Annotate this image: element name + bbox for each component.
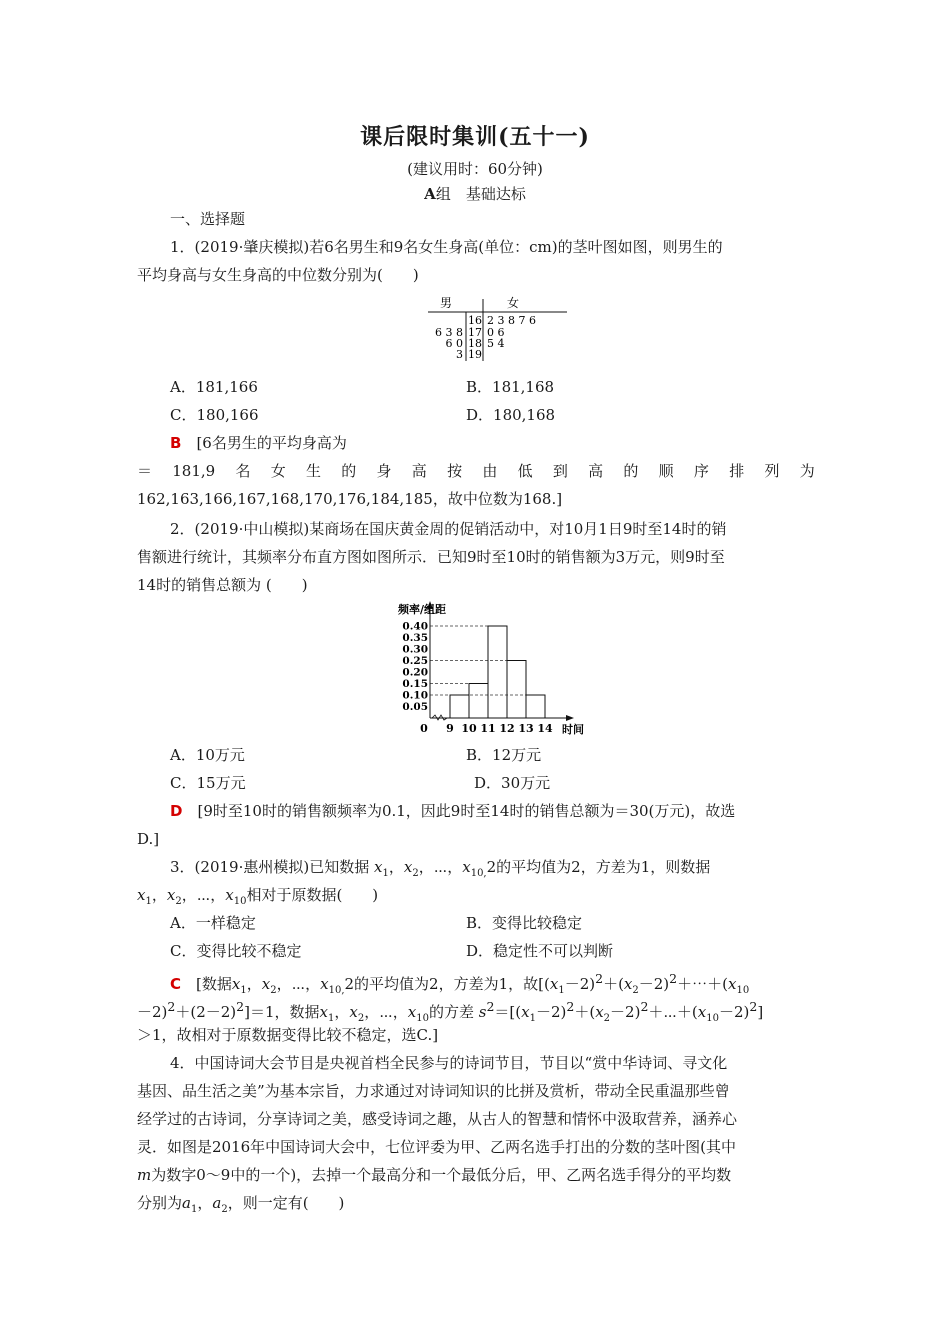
subscript: 2 [603, 1013, 611, 1024]
q3-exp-text: ＋(2－2) [175, 1003, 237, 1021]
section-heading: 一、选择题 [170, 210, 246, 228]
page-title: 课后限时集训(五十一) [360, 124, 590, 150]
stem-leaf-left-header: 男 [440, 296, 453, 310]
q3-option-d: D．稳定性不可以判断 [466, 942, 614, 960]
y-tick-label: 0.40 [402, 620, 428, 633]
q4-text: ，则一定有( ) [227, 1194, 345, 1212]
ellipsis: ⋯ [433, 858, 448, 876]
subscript: 10 [416, 1013, 429, 1024]
stem-leaf-row-19 [456, 348, 482, 361]
q3-exp-text: －2) [137, 1003, 168, 1021]
exp-token: 排 [729, 462, 745, 480]
var-x: x [595, 1003, 604, 1021]
q3-exp-text: －2) [535, 1003, 567, 1021]
x-tick-label: 13 [518, 722, 534, 735]
q2-option-d: D．30万元 [474, 774, 551, 792]
superscript: 2 [640, 999, 649, 1014]
var-a: a [182, 1194, 191, 1212]
x-tick-label: 10 [461, 722, 477, 735]
var-x: x [407, 1003, 417, 1021]
q3-text: 3．(2019·惠州模拟)已知数据 [170, 858, 370, 876]
exp-token: 到 [552, 462, 568, 480]
var-x: x [137, 886, 146, 904]
q3-exp-text: －2) [610, 1003, 641, 1021]
y-tick-label: 0.30 [402, 643, 428, 656]
exp-token: 列 [764, 462, 780, 480]
subscript: 2 [412, 868, 419, 879]
q3-exp-text: ]＝1，数据 [244, 1003, 320, 1021]
q3-exp-text: ＋( [603, 975, 624, 993]
q2-option-b: B．12万元 [466, 746, 542, 764]
exp-token: 序 [693, 462, 709, 480]
stem-leaf-stem: 17 [468, 326, 482, 339]
separator: ， [388, 858, 404, 876]
stem-leaf-plot [412, 294, 572, 364]
subscript: 2 [632, 985, 639, 996]
q3-exp-text: 2的平均值为2，方差为1，故[( [344, 975, 550, 993]
superscript: 2 [236, 999, 245, 1014]
exp-token: 生 [306, 462, 322, 480]
stem-leaf-right-leaves: 0 6 [487, 326, 505, 339]
var-x: x [623, 975, 633, 993]
subscript: 10 [706, 1013, 719, 1024]
q4-line-3: 经学过的古诗词，分享诗词之美，感受诗词之趣，从古人的智慧和情怀中汲取营养，涵养心 [137, 1110, 738, 1128]
q3-exp-text: ＋⋯＋( [677, 975, 728, 993]
separator: ， [334, 1003, 350, 1021]
subscript: 1 [145, 896, 152, 907]
q3-exp-text: －2) [564, 975, 596, 993]
q1-line-1: 1．(2019·肇庆模拟)若6名男生和9名女生身高(单位：cm)的茎叶图如图，则男生的 [170, 238, 723, 256]
subscript: 1 [529, 1013, 536, 1024]
q3-option-c: C．变得比较不稳定 [170, 942, 302, 960]
group-heading [0, 183, 950, 204]
subscript: 1 [382, 868, 389, 879]
stem-leaf-left-leaves: 3 [456, 348, 463, 361]
subscript: 2 [357, 1013, 365, 1024]
q2-explanation-text: [9时至10时的销售额频率为0.1，因此9时至14时的销售总额为＝30(万元)，故选 [197, 802, 736, 820]
var-x: x [349, 1003, 358, 1021]
separator: ， [210, 886, 226, 904]
q3-option-b: B．变得比较稳定 [466, 914, 583, 932]
exp-token: 由 [482, 462, 498, 480]
exp-token: 按 [447, 462, 463, 480]
var-s: s [478, 1003, 487, 1021]
exp-token: 181,9 [172, 462, 216, 480]
q1-explanation-line-2 [137, 460, 815, 482]
y-tick-label: 0.10 [402, 689, 428, 702]
separator: ， [418, 858, 434, 876]
exp-token: 的 [341, 462, 357, 480]
frequency-histogram [380, 600, 600, 740]
q1-option-a: A．181,166 [170, 378, 258, 396]
histogram-bar [469, 684, 488, 719]
q4-line-2: 基因、品生活之美”为基本宗旨，力求通过对诗词知识的比拼及赏析，带动全民重温那些曾 [137, 1082, 730, 1100]
origin-label: 0 [420, 722, 428, 735]
stem-leaf-left-leaves: 6 3 8 [435, 326, 463, 339]
histogram-bar [450, 695, 469, 718]
var-x: x [231, 975, 241, 993]
q2-line-2: 售额进行统计，其频率分布直方图如图所示．已知9时至10时的销售额为3万元，则9时至 [137, 548, 725, 566]
y-tick-label: 0.20 [402, 666, 428, 679]
stem-leaf-right-leaves: 5 4 [487, 337, 505, 350]
var-x: x [549, 975, 559, 993]
separator: ， [305, 975, 321, 993]
subscript: 2 [270, 985, 277, 996]
q1-option-c: C．180,166 [170, 406, 259, 424]
q3-explanation-line-3: ＞1，故相对于原数据变得比较不稳定，选C.] [137, 1026, 439, 1044]
q2-option-a: A．10万元 [170, 746, 245, 764]
q2-line-3: 14时的销售总额为 ( ) [137, 576, 308, 594]
q2-option-c: C．15万元 [170, 774, 246, 792]
group-label: 组 基础达标 [435, 185, 526, 203]
subscript: 10 [736, 985, 750, 996]
separator: ， [246, 975, 262, 993]
var-x: x [319, 1003, 328, 1021]
superscript: 2 [566, 999, 575, 1014]
q3-exp-text: ＋( [574, 1003, 596, 1021]
q1-explanation-text: [6名男生的平均身高为 [196, 434, 347, 452]
var-x: x [373, 858, 383, 876]
ellipsis: ⋯ [196, 886, 211, 904]
q1-explanation-line-1 [170, 432, 848, 454]
x-tick-label: 9 [446, 722, 454, 735]
separator: ， [181, 886, 197, 904]
exp-token: 高 [411, 462, 427, 480]
q4-line-1: 4．中国诗词大会节目是央视首档全民参与的诗词节目，节目以“赏中华诗词、寻文化 [170, 1054, 728, 1072]
y-tick-label: 0.25 [402, 655, 428, 667]
exp-token: 为 [799, 462, 815, 480]
exp-token: 身 [376, 462, 392, 480]
q2-answer-letter: D [170, 802, 183, 820]
q3-exp-text: ＋⋯＋( [648, 1003, 698, 1021]
separator: ， [392, 1003, 408, 1021]
q3-line-2 [137, 884, 815, 913]
superscript: 2 [595, 971, 604, 986]
q4-text: 为数字0～9中的一个)，去掉一个最高分和一个最低分后，甲、乙两名选手得分的平均数 [151, 1166, 732, 1184]
var-x: x [403, 858, 413, 876]
var-x: x [462, 858, 471, 876]
q1-option-b: B．181,168 [466, 378, 555, 396]
q1-option-d: D．180,168 [466, 406, 556, 424]
q3-exp-text: [数据 [196, 975, 232, 993]
q3-answer-letter: C [170, 975, 182, 993]
superscript: 2 [167, 999, 176, 1014]
stem-leaf-left-leaves: 6 0 [445, 337, 463, 350]
q2-line-1: 2．(2019·中山模拟)某商场在国庆黄金周的促销活动中，对10月1日9时至14时的销 [170, 520, 727, 538]
q4-line-4: 灵．如图是2016年中国诗词大会中，七位评委为甲、乙两名选手打出的分数的茎叶图(其中 [137, 1138, 737, 1156]
ellipsis: ⋯ [379, 1003, 393, 1021]
exp-token: ＝ [137, 462, 153, 480]
subscript: 10 [233, 896, 247, 907]
q1-explanation-line-3: 162,163,166,167,168,170,176,184,185，故中位数为168.] [137, 490, 563, 508]
separator: ， [447, 858, 463, 876]
var-m: m [137, 1166, 152, 1184]
var-x: x [261, 975, 271, 993]
x-axis-arrow-icon [566, 715, 574, 721]
q2-explanation-line-2: D.] [137, 830, 160, 848]
superscript: 2 [486, 999, 495, 1014]
histogram-bar [507, 661, 526, 719]
x-tick-label: 12 [499, 722, 515, 735]
q3-exp-text: －2) [638, 975, 670, 993]
exp-token: 顺 [658, 462, 674, 480]
q1-answer-letter: B [170, 434, 182, 452]
exp-token: 名 [235, 462, 251, 480]
q3-option-a: A．一样稳定 [170, 914, 256, 932]
superscript: 2 [669, 971, 678, 986]
x-tick-label: 11 [480, 722, 496, 735]
exp-token: 的 [623, 462, 639, 480]
y-tick-label: 0.15 [402, 678, 428, 690]
stem-leaf-stem: 18 [468, 337, 482, 350]
var-x: x [697, 1003, 707, 1021]
stem-leaf-stem: 16 [468, 314, 482, 327]
stem-leaf-stem: 19 [468, 348, 482, 361]
separator: ， [364, 1003, 380, 1021]
q3-exp-text: ＝[( [494, 1003, 522, 1021]
y-axis-title: 频率/组距 [398, 603, 447, 616]
var-x: x [225, 886, 234, 904]
superscript: 2 [749, 999, 758, 1014]
time-note: (建议用时：60分钟) [407, 160, 543, 178]
y-tick-label: 0.35 [402, 632, 428, 644]
q3-exp-text: 的方差 [428, 1003, 474, 1021]
separator: ， [151, 886, 167, 904]
exp-token: 低 [517, 462, 533, 480]
stem-leaf-right-header: 女 [507, 296, 520, 310]
separator: ， [276, 975, 292, 993]
subscript: 2 [221, 1204, 228, 1215]
subscript: 1 [327, 1013, 335, 1024]
x-axis-title: 时间 [562, 723, 584, 736]
stem-leaf-right-leaves: 2 3 8 7 6 [487, 314, 536, 327]
q3-line-1 [170, 856, 848, 885]
ellipsis: ⋯ [291, 975, 306, 993]
exp-token: 高 [588, 462, 604, 480]
q3-exp-text: ] [757, 1003, 764, 1021]
subscript: 1 [240, 985, 247, 996]
subscript: 2 [175, 896, 182, 907]
subscript: 10, [328, 985, 345, 996]
var-a: a [212, 1194, 222, 1212]
q1-line-2: 平均身高与女生身高的中位数分别为( ) [137, 266, 419, 284]
q3-exp-text: －2) [718, 1003, 750, 1021]
subscript: 10, [470, 868, 487, 879]
subscript: 1 [190, 1204, 198, 1215]
q3-text: 相对于原数据( ) [246, 886, 379, 904]
q4-line-5 [137, 1164, 815, 1186]
q4-text: 分别为 [137, 1194, 183, 1212]
q4-line-6 [137, 1192, 815, 1221]
subscript: 1 [558, 985, 565, 996]
var-x: x [521, 1003, 530, 1021]
x-tick-label: 14 [537, 722, 553, 735]
var-x: x [727, 975, 737, 993]
separator: ， [197, 1194, 213, 1212]
y-tick-label: 0.05 [402, 701, 428, 713]
q2-explanation-line-1 [170, 800, 848, 822]
group-letter: A [424, 185, 436, 203]
var-x: x [166, 886, 176, 904]
histogram-bar [526, 695, 545, 718]
exp-token: 女 [270, 462, 286, 480]
var-x: x [320, 975, 329, 993]
q3-text: 2的平均值为2，方差为1，则数据 [486, 858, 711, 876]
histogram-bar [488, 626, 507, 718]
